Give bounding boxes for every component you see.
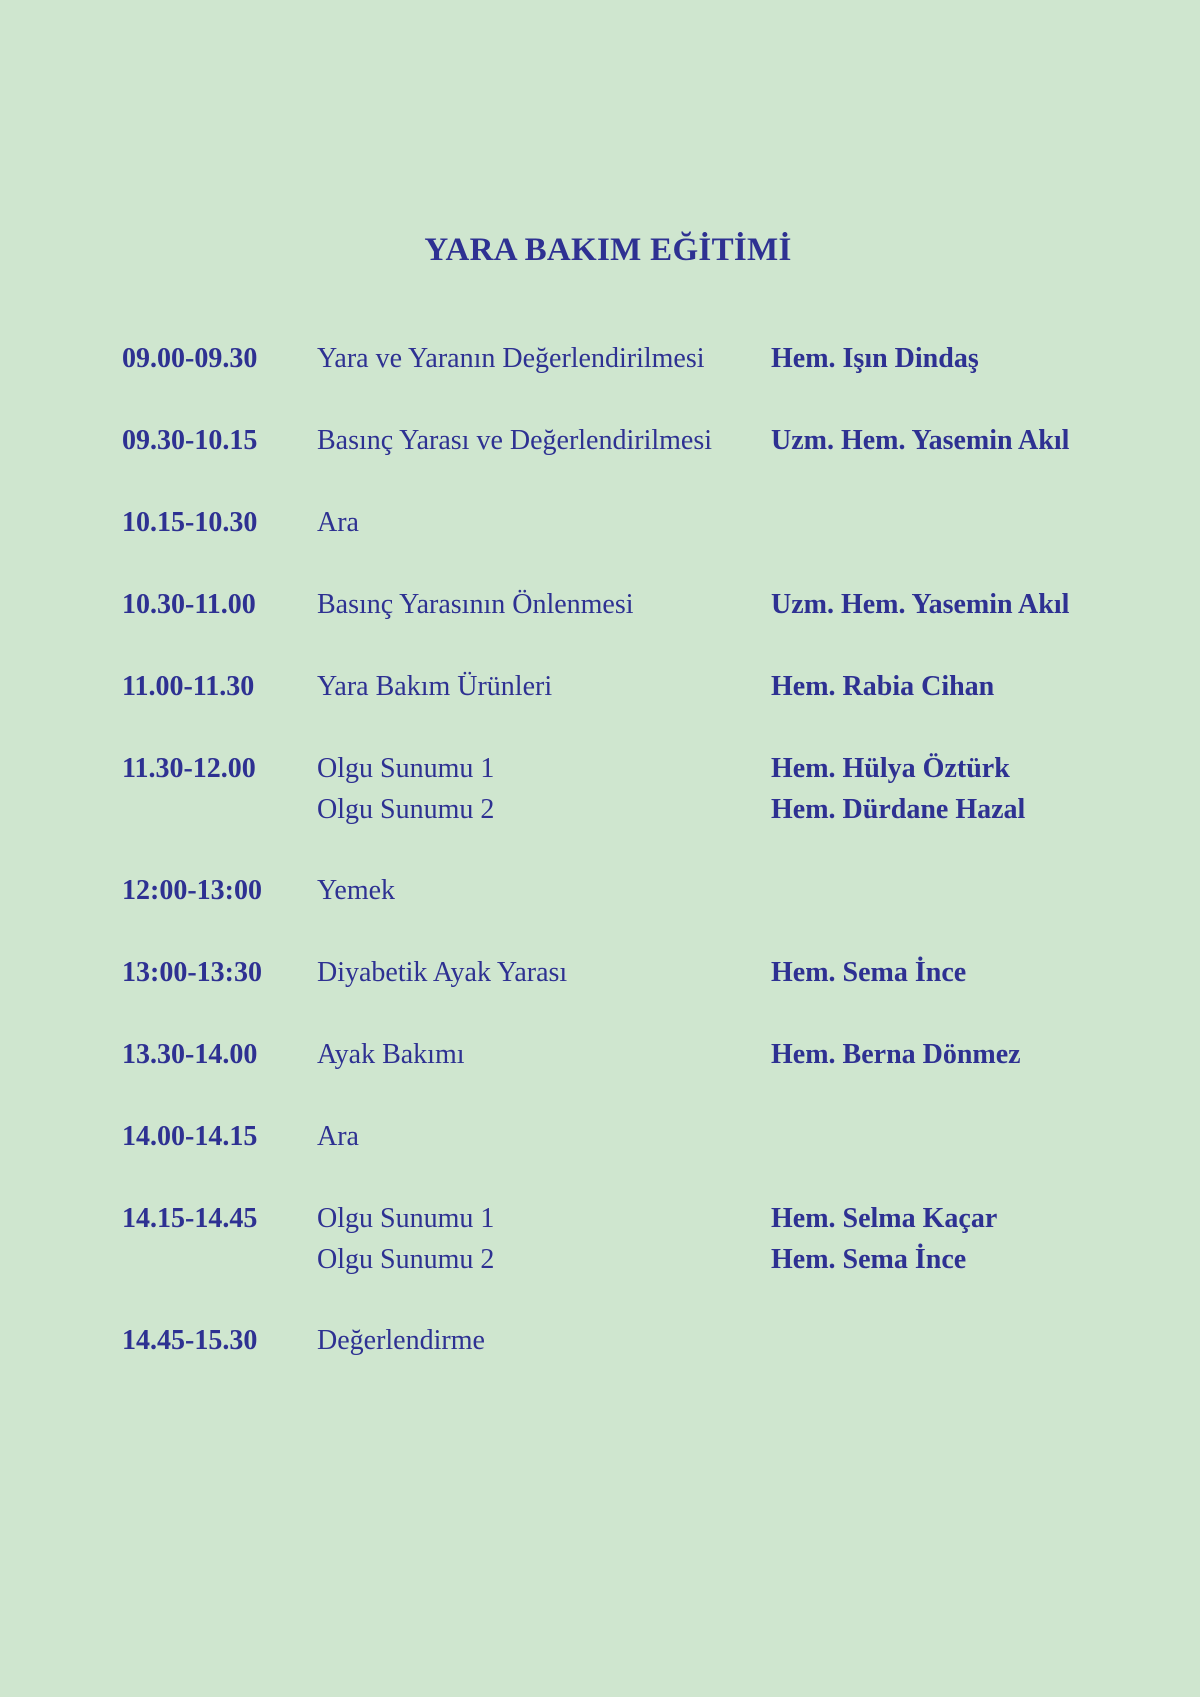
- schedule-row: [122, 1320, 1122, 1362]
- session-topic: Basınç Yarası ve Değerlendirilmesi: [317, 425, 713, 456]
- session-speaker: Hem. Sema İnce: [771, 1244, 967, 1275]
- session-time: 13:00-13:30: [122, 957, 262, 988]
- session-item: [317, 666, 1122, 707]
- session-time: 14.45-15.30: [122, 1325, 258, 1356]
- session-items: [317, 502, 1122, 543]
- session-topic: Değerlendirme: [317, 1325, 485, 1356]
- session-topic: Olgu Sunumu 2: [317, 1244, 495, 1275]
- session-topic: Olgu Sunumu 1: [317, 753, 495, 784]
- session-time: 11.00-11.30: [122, 671, 255, 702]
- schedule-row: [122, 1198, 1122, 1280]
- session-items: [317, 1198, 1122, 1280]
- session-items: [317, 748, 1122, 830]
- session-item: [317, 584, 1122, 625]
- session-speaker: Hem. Sema İnce: [771, 957, 967, 988]
- session-time: 09.30-10.15: [122, 425, 258, 456]
- session-topic: Yara Bakım Ürünleri: [317, 671, 553, 702]
- session-topic: Ara: [317, 507, 359, 538]
- session-topic: Ara: [317, 1121, 359, 1152]
- schedule-row: [122, 584, 1122, 626]
- session-items: [317, 1116, 1122, 1157]
- session-time: 12:00-13:00: [122, 875, 262, 906]
- schedule-row: [122, 338, 1122, 380]
- session-item: [317, 789, 1122, 830]
- session-item: [317, 1198, 1122, 1239]
- schedule-row: [122, 870, 1122, 912]
- session-item: [317, 1320, 1122, 1361]
- schedule-row: [122, 1116, 1122, 1158]
- session-topic: Ayak Bakımı: [317, 1039, 465, 1070]
- session-speaker: Hem. Dürdane Hazal: [771, 794, 1026, 825]
- session-speaker: Uzm. Hem. Yasemin Akıl: [771, 589, 1070, 620]
- session-items: [317, 584, 1122, 625]
- session-item: [317, 1239, 1122, 1280]
- session-speaker: Hem. Işın Dindaş: [771, 343, 979, 374]
- session-item: [317, 420, 1122, 461]
- schedule-row: [122, 748, 1122, 830]
- page-title: YARA BAKIM EĞİTİMİ: [424, 232, 792, 269]
- session-item: [317, 338, 1122, 379]
- session-items: [317, 420, 1122, 461]
- session-item: [317, 1034, 1122, 1075]
- session-topic: Yemek: [317, 875, 396, 906]
- session-items: [317, 952, 1122, 993]
- session-speaker: Uzm. Hem. Yasemin Akıl: [771, 425, 1070, 456]
- session-speaker: Hem. Selma Kaçar: [771, 1203, 998, 1234]
- session-items: [317, 1034, 1122, 1075]
- session-time: 10.15-10.30: [122, 507, 258, 538]
- session-topic: Diyabetik Ayak Yarası: [317, 957, 568, 988]
- session-speaker: Hem. Berna Dönmez: [771, 1039, 1021, 1070]
- session-items: [317, 1320, 1122, 1361]
- session-time: 14.00-14.15: [122, 1121, 258, 1152]
- schedule-row: [122, 1034, 1122, 1076]
- session-items: [317, 870, 1122, 911]
- session-time: 14.15-14.45: [122, 1203, 258, 1234]
- schedule-row: [122, 666, 1122, 708]
- session-time: 09.00-09.30: [122, 343, 258, 374]
- session-topic: Basınç Yarasının Önlenmesi: [317, 589, 634, 620]
- session-time: 11.30-12.00: [122, 753, 256, 784]
- schedule-row: [122, 420, 1122, 462]
- session-topic: Olgu Sunumu 2: [317, 794, 495, 825]
- session-items: [317, 666, 1122, 707]
- schedule-list: [122, 338, 1122, 1402]
- session-time: 10.30-11.00: [122, 589, 256, 620]
- session-item: [317, 952, 1122, 993]
- session-speaker: Hem. Hülya Öztürk: [771, 753, 1010, 784]
- session-topic: Yara ve Yaranın Değerlendirilmesi: [317, 343, 705, 374]
- session-item: [317, 1116, 1122, 1157]
- session-item: [317, 748, 1122, 789]
- schedule-row: [122, 952, 1122, 994]
- session-item: [317, 502, 1122, 543]
- session-items: [317, 338, 1122, 379]
- session-topic: Olgu Sunumu 1: [317, 1203, 495, 1234]
- session-item: [317, 870, 1122, 911]
- session-time: 13.30-14.00: [122, 1039, 258, 1070]
- schedule-row: [122, 502, 1122, 544]
- session-speaker: Hem. Rabia Cihan: [771, 671, 995, 702]
